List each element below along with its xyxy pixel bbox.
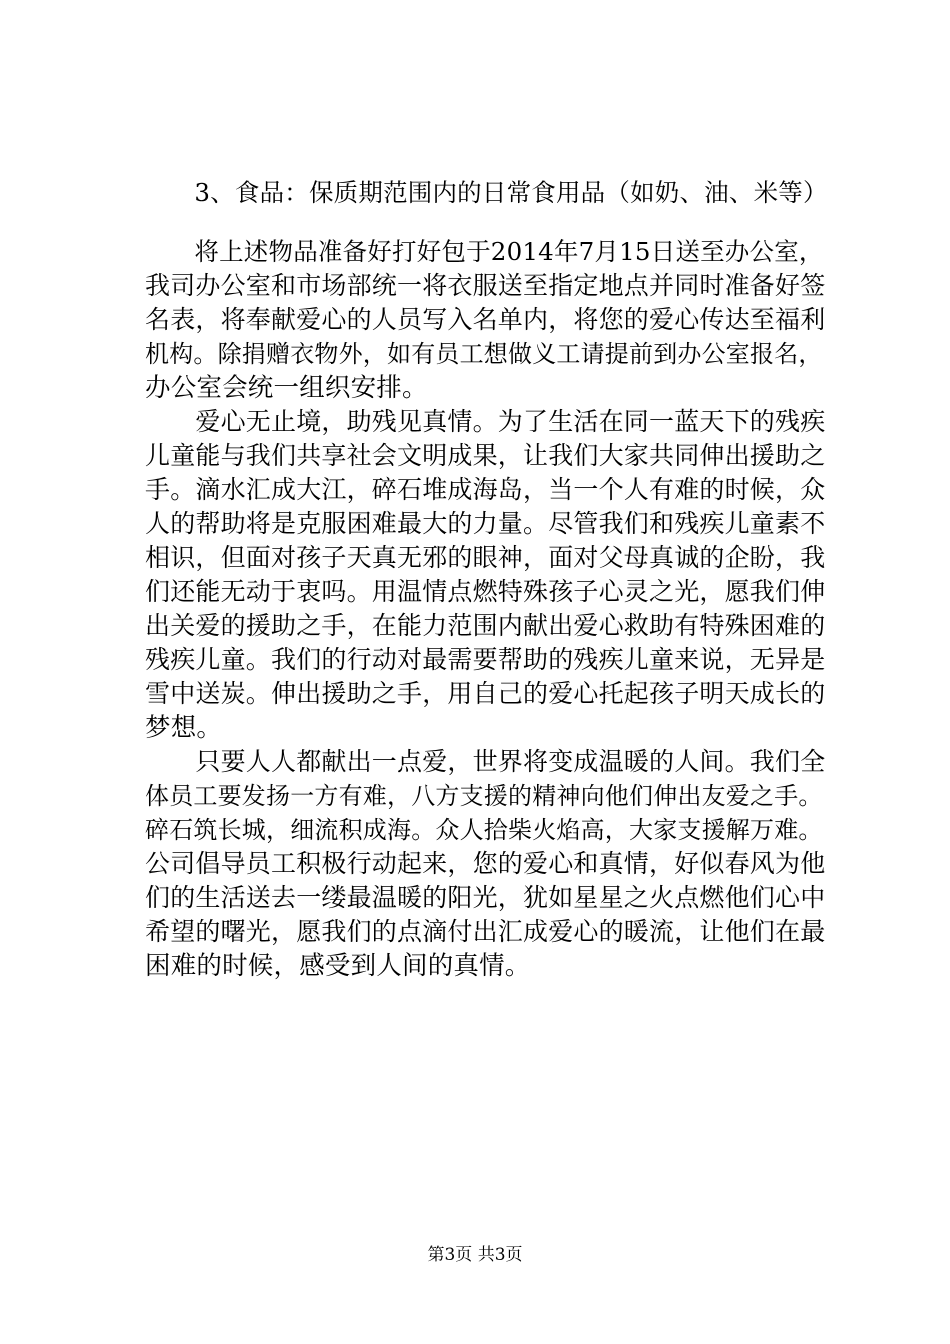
text-line: 爱心无止境，助残见真情。为了生活在同一蓝天下的残疾 bbox=[145, 407, 826, 436]
text-line: 儿童能与我们共享社会文明成果，让我们大家共同伸出援助之 bbox=[145, 441, 826, 470]
text-line: 们还能无动于衷吗。用温情点燃特殊孩子心灵之光，愿我们伸 bbox=[145, 577, 826, 606]
text-line: 出关爱的援助之手，在能力范围内献出爱心救助有特殊困难的 bbox=[145, 611, 826, 640]
text-line: 们的生活送去一缕最温暖的阳光，犹如星星之火点燃他们心中 bbox=[145, 883, 826, 912]
text-line: 机构。除捐赠衣物外，如有员工想做义工请提前到办公室报名， bbox=[145, 340, 823, 368]
text-line: 希望的曙光，愿我们的点滴付出汇成爱心的暖流，让他们在最 bbox=[145, 917, 826, 946]
text-line: 只要人人都献出一点爱，世界将变成温暖的人间。我们全 bbox=[145, 747, 826, 776]
text-line: 名表，将奉献爱心的人员写入名单内，将您的爱心传达至福利 bbox=[145, 305, 826, 334]
text-line: 梦想。 bbox=[145, 713, 223, 743]
text-line: 手。滴水汇成大江，碎石堆成海岛，当一个人有难的时候，众 bbox=[145, 475, 826, 504]
text-line: 雪中送炭。伸出援助之手，用自己的爱心托起孩子明天成长的 bbox=[145, 679, 826, 708]
text-line: 困难的时候，感受到人间的真情。 bbox=[145, 951, 531, 981]
page-number-footer: 第3页 共3页 bbox=[427, 1245, 523, 1265]
text-line: 人的帮助将是克服困难最大的力量。尽管我们和残疾儿童素不 bbox=[145, 509, 826, 538]
text-line: 我司办公室和市场部统一将衣服送至指定地点并同时准备好签 bbox=[145, 271, 826, 300]
text-line: 公司倡导员工积极行动起来，您的爱心和真情，好似春风为他 bbox=[145, 849, 826, 878]
text-line: 体员工要发扬一方有难，八方支援的精神向他们伸出友爱之手。 bbox=[145, 782, 823, 810]
text-line: 办公室会统一组织安排。 bbox=[145, 373, 428, 403]
text-line: 将上述物品准备好打好包于2014年7月15日送至办公室， bbox=[145, 237, 824, 266]
text-line: 相识，但面对孩子天真无邪的眼神，面对父母真诚的企盼，我 bbox=[145, 543, 826, 572]
text-line: 残疾儿童。我们的行动对最需要帮助的残疾儿童来说，无异是 bbox=[145, 645, 826, 674]
text-line: 3、食品：保质期范围内的日常食用品（如奶、油、米等） bbox=[145, 178, 828, 207]
text-line: 碎石筑长城，细流积成海。众人拾柴火焰高，大家支援解万难。 bbox=[145, 816, 823, 844]
